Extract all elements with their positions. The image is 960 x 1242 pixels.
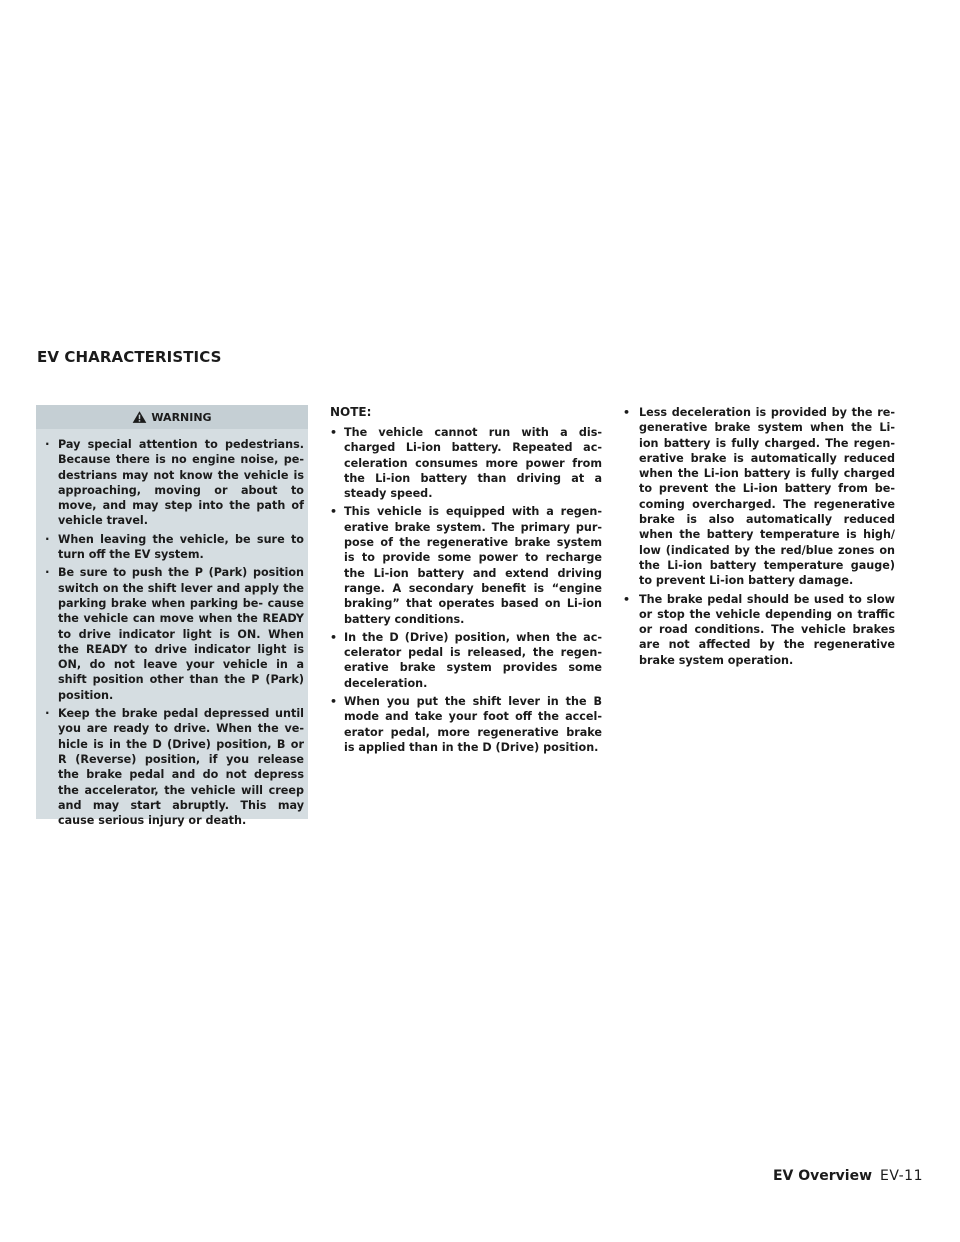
warning-header: [36, 405, 308, 429]
note-item: • When you put the shift lever in the B mode and take your foot off the accel- erator pedal, more regenerative brake is applied than in the D (Drive) position.: [330, 694, 602, 755]
note-item: • This vehicle is equipped with a regen- erative brake system. The primary pur- pose of the regenerative brake system is to provide some power to recharge the Li-ion battery and extend driving range. A secondary benefit is “engine braking” that operates based on Li-ion battery conditions.: [330, 504, 602, 626]
warning-list: [36, 429, 308, 828]
note-item: • Less deceleration is provided by the re- generative brake system when the Li- ion battery is fully charged. The regen- erative brake is automatically reduced when the Li-ion battery is fully charged to prevent the Li-ion battery from be- coming overcharged. The regenerative brake is also automatically reduced when the battery temperature is high/ low (indicated by the red/blue zones on the Li-ion battery temperature gauge) to prevent Li-ion battery damage.: [623, 405, 895, 589]
note-item: • The vehicle cannot run with a dis- charged Li-ion battery. Repeated ac- celeration consumes more power from the Li-ion battery than driving at a steady speed.: [330, 425, 602, 501]
section-title: EV CHARACTERISTICS: [37, 348, 222, 366]
warning-item: · Keep the brake pedal depressed until you are ready to drive. When the ve- hicle is in the D (Drive) position, B or R (Reverse) position, if you release the brake pedal and do not depress the accelerator, the vehicle will creep and may start abruptly. This may cause serious injury or death.: [42, 706, 304, 828]
warning-box: [36, 405, 308, 828]
warning-triangle-icon: [132, 410, 147, 424]
page-number: EV-11: [880, 1168, 923, 1184]
note-column-1: [330, 405, 602, 758]
note-item: • The brake pedal should be used to slow or stop the vehicle depending on traffic or road conditions. The vehicle brakes are not affected by the regenerative brake system operation.: [623, 592, 895, 668]
note-label: NOTE:: [330, 405, 372, 419]
note-column-2: [623, 405, 895, 671]
note-list-2: [623, 405, 895, 668]
footer-section-name: EV Overview: [772, 1168, 873, 1184]
page-footer: [773, 1168, 923, 1184]
warning-item: · Be sure to push the P (Park) position switch on the shift lever and apply the parking brake when parking be- cause the vehicle can move when the READY to drive indicator light is ON. When the READY to drive indicator light is ON, do not leave your vehicle in a shift position other than the P (Park) position.: [42, 565, 304, 703]
note-item: • In the D (Drive) position, when the ac- celerator pedal is released, the regen- erative brake system provides some deceleration.: [330, 630, 602, 691]
warning-label: WARNING: [151, 410, 212, 424]
warning-item: · When leaving the vehicle, be sure to turn off the EV system.: [42, 532, 304, 563]
note-list-1: [330, 425, 602, 755]
warning-item: · Pay special attention to pedestrians. Because there is no engine noise, pe- destrians may not know the vehicle is approaching, moving or about to move, and may step into the path of vehicle travel.: [42, 437, 304, 529]
